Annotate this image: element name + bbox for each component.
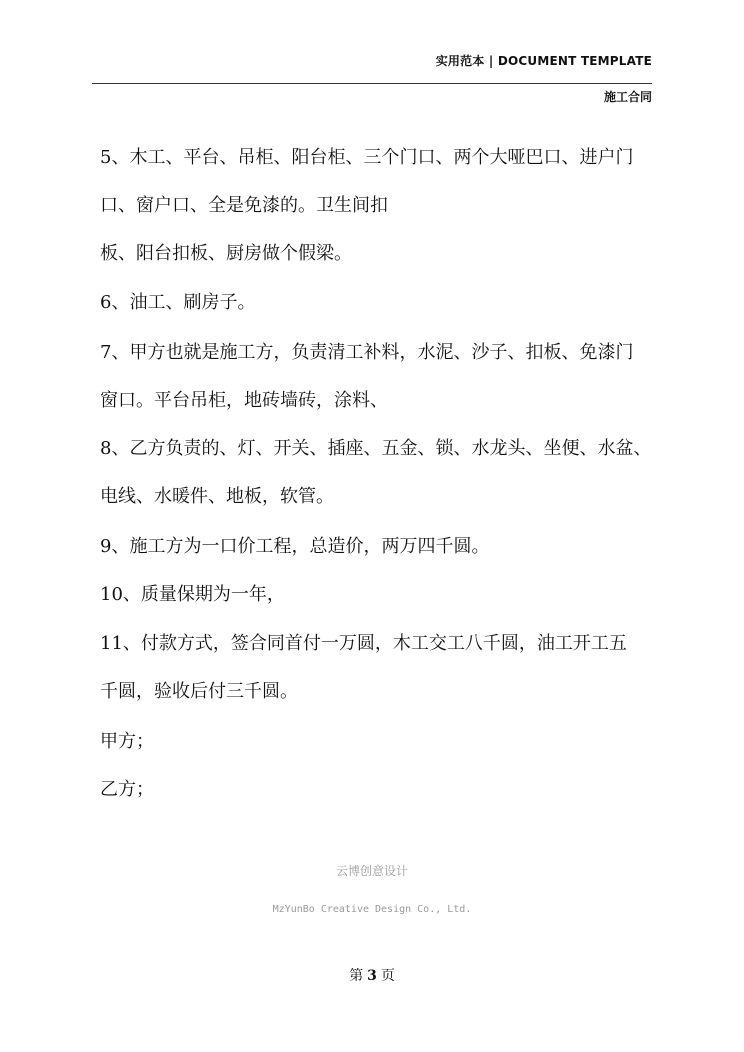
body-line: 5、木工、平台、吊柜、阳台柜、三个门口、两个大哑巴口、进户门 <box>100 147 634 168</box>
page-number-value: 3 <box>367 968 377 984</box>
header-divider <box>92 83 652 84</box>
body-line: 8、乙方负责的、灯、开关、插座、五金、锁、水龙头、坐便、水盆、 <box>100 438 652 459</box>
footer-company-en: MzYunBo Creative Design Co., Ltd. <box>272 904 472 915</box>
body-line: 6、油工、刷房子。 <box>100 292 256 313</box>
header-subtitle: 施工合同 <box>603 90 652 104</box>
header-title: 实用范本 | DOCUMENT TEMPLATE <box>435 54 652 68</box>
signature-party-a: 甲方； <box>100 731 154 752</box>
page-prefix: 第 <box>349 968 364 984</box>
body-line: 板、阳台扣板、厨房做个假梁。 <box>100 243 352 264</box>
body-line: 电线、水暖件、地板，软管。 <box>100 486 334 507</box>
body-line: 7、甲方也就是施工方，负责清工补料，水泥、沙子、扣板、免漆门 <box>100 342 634 363</box>
body-line: 口、窗户口、全是免漆的。卫生间扣 <box>100 195 388 216</box>
body-line: 11、付款方式，签合同首付一万圆，木工交工八千圆，油工开工五 <box>100 633 627 654</box>
body-line: 10、质量保期为一年， <box>100 584 285 605</box>
signature-party-b: 乙方； <box>100 779 154 800</box>
page-suffix: 页 <box>380 968 395 984</box>
footer-company-cn: 云博创意设计 <box>335 864 408 878</box>
body-line: 千圆，验收后付三千圆。 <box>100 681 298 702</box>
body-line: 9、施工方为一口价工程，总造价，两万四千圆。 <box>100 536 490 557</box>
body-line: 窗口。平台吊柜，地砖墙砖，涂料、 <box>100 390 388 411</box>
page-number <box>0 965 744 985</box>
